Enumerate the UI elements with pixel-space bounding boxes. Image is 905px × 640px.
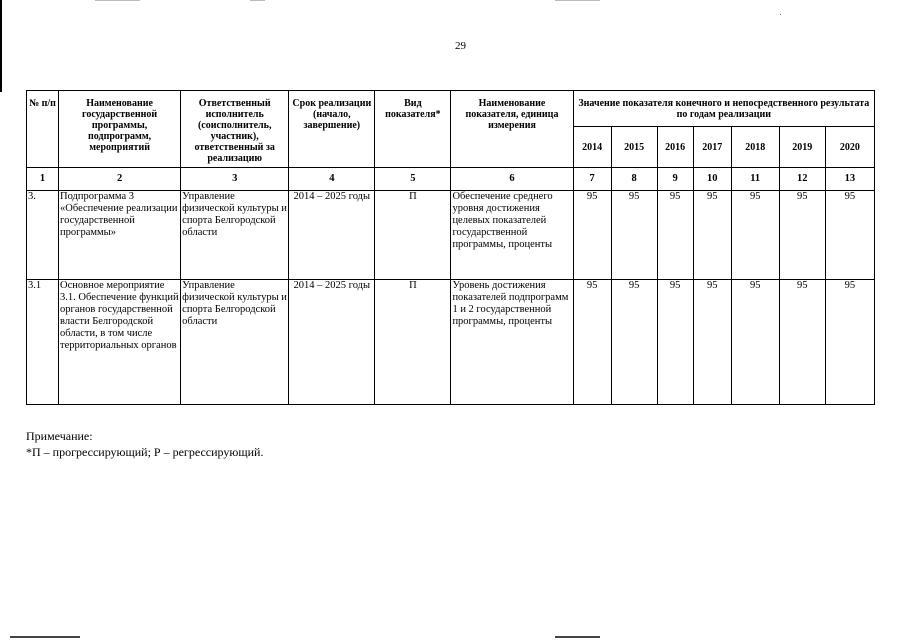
- scan-artifact: [10, 636, 80, 638]
- row-value: 95: [731, 280, 779, 405]
- row-executor: Управление физической культуры и спорта Белгородской области: [181, 191, 289, 280]
- header-num: № п/п: [27, 91, 59, 168]
- header-name: Наименование государственной программы, подпрограмм, мероприятий: [59, 91, 181, 168]
- row-value: 95: [825, 191, 874, 280]
- scan-artifact: [250, 0, 265, 1]
- column-number: 2: [59, 168, 181, 191]
- header-executor: Ответственный исполнитель (соисполнитель, участник), ответственный за реализацию: [181, 91, 289, 168]
- row-value: 95: [611, 191, 657, 280]
- scan-artifact: [555, 636, 600, 638]
- row-num: 3.: [27, 191, 59, 280]
- row-value: 95: [611, 280, 657, 405]
- header-year: 2018: [731, 127, 779, 168]
- row-indicator-name: Обеспечение среднего уровня достижения целевых показателей государственной программы, проценты: [451, 191, 573, 280]
- header-year: 2019: [779, 127, 825, 168]
- column-numbers-row: [27, 168, 875, 191]
- header-values-group: Значение показателя конечного и непосредственного результата по годам реализации: [573, 91, 874, 127]
- row-executor: Управление физической культуры и спорта Белгородской области: [181, 280, 289, 405]
- column-number: 13: [825, 168, 874, 191]
- header-year: 2015: [611, 127, 657, 168]
- row-value: 95: [779, 191, 825, 280]
- row-name: Основное мероприятие 3.1. Обеспечение функций органов государственной власти Белгородской области, в том числе территориальных органов: [59, 280, 181, 405]
- column-number: 10: [693, 168, 731, 191]
- row-value: 95: [657, 191, 693, 280]
- row-indicator-type: П: [375, 191, 451, 280]
- header-indicator-name: Наименование показателя, единица измерения: [451, 91, 573, 168]
- notes-block: [26, 428, 263, 460]
- table-row: [27, 191, 875, 280]
- row-value: 95: [731, 191, 779, 280]
- scan-edge-line: [0, 0, 2, 92]
- header-year: 2014: [573, 127, 611, 168]
- column-number: 8: [611, 168, 657, 191]
- table-row: [27, 280, 875, 405]
- scan-artifact: [555, 0, 600, 1]
- header-year: 2017: [693, 127, 731, 168]
- row-value: 95: [573, 280, 611, 405]
- scan-speck: [780, 14, 781, 15]
- page-number: 29: [455, 40, 466, 52]
- row-indicator-name: Уровень достижения показателей подпрограмм 1 и 2 государственной программы, проценты: [451, 280, 573, 405]
- column-number: 6: [451, 168, 573, 191]
- row-value: 95: [779, 280, 825, 405]
- row-num: 3.1: [27, 280, 59, 405]
- column-number: 7: [573, 168, 611, 191]
- header-indicator-type: Вид показателя*: [375, 91, 451, 168]
- column-number: 12: [779, 168, 825, 191]
- table-header-row: [27, 91, 875, 127]
- column-number: 1: [27, 168, 59, 191]
- row-name: Подпрограмма 3 «Обеспечение реализации государственной программы»: [59, 191, 181, 280]
- column-number: 4: [289, 168, 375, 191]
- notes-text: *П – прогрессирующий; Р – регрессирующий.: [26, 445, 264, 459]
- scan-artifact: [95, 0, 140, 1]
- column-number: 5: [375, 168, 451, 191]
- row-term: 2014 – 2025 годы: [289, 280, 375, 405]
- row-value: 95: [693, 280, 731, 405]
- header-term: Срок реализации (начало, завершение): [289, 91, 375, 168]
- column-number: 9: [657, 168, 693, 191]
- row-term: 2014 – 2025 годы: [289, 191, 375, 280]
- row-value: 95: [825, 280, 874, 405]
- row-value: 95: [657, 280, 693, 405]
- header-year: 2020: [825, 127, 874, 168]
- row-value: 95: [573, 191, 611, 280]
- indicators-table: [26, 90, 875, 405]
- notes-title: Примечание:: [26, 429, 93, 443]
- header-year: 2016: [657, 127, 693, 168]
- column-number: 3: [181, 168, 289, 191]
- row-indicator-type: П: [375, 280, 451, 405]
- column-number: 11: [731, 168, 779, 191]
- row-value: 95: [693, 191, 731, 280]
